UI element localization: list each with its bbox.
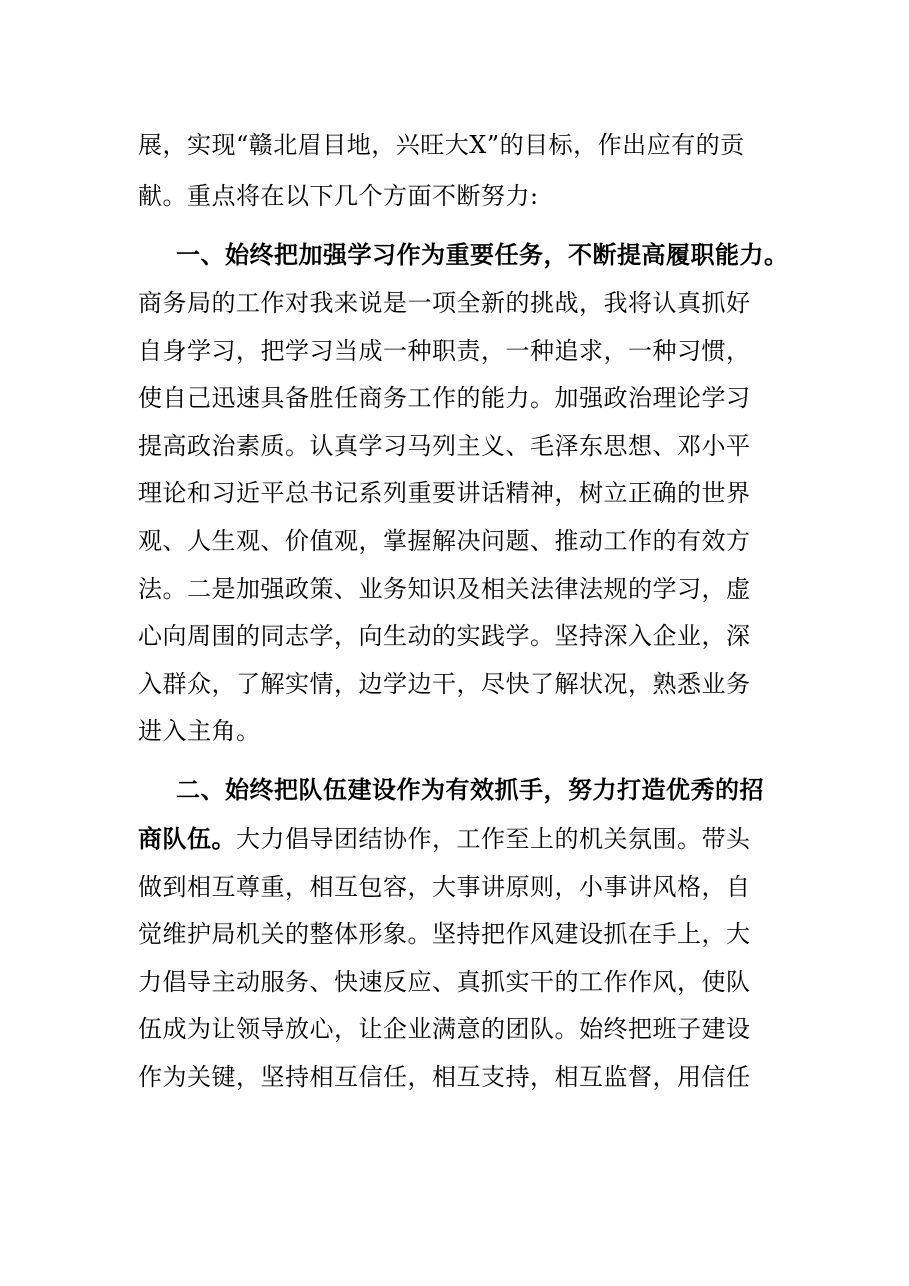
section1-line-10: 进入主角。 [138,717,261,745]
section1-line-9: 入群众，了解实情，边学边干，尽快了解状况，熟悉业务 [138,670,751,698]
section1-line-3: 使自己迅速具备胜任商务工作的能力。加强政治理论学习 [138,384,751,412]
section1-line-6: 观、人生观、价值观，掌握解决问题、推动工作的有效方 [138,527,751,555]
section1-line-4: 提高政治素质。认真学习马列主义、毛泽东思想、邓小平 [138,432,751,460]
section2-heading-line-1: 二、始终把队伍建设作为有效抓手，努力打造优秀的招 [176,775,764,804]
section1-line-5: 理论和习近平总书记系列重要讲话精神，树立正确的世界 [138,479,751,507]
section2-heading-tail: 商队伍。 [138,824,236,853]
intro-line-1: 展，实现“赣北眉目地，兴旺大X”的目标，作出应有的贡 [138,131,745,159]
section2-line-3: 力倡导主动服务、快速反应、真抓实干的工作作风，使队 [138,968,751,996]
section2-line-5: 作为关键，坚持相互信任，相互支持，相互监督，用信任 [138,1063,751,1091]
section2-line-start: 大力倡导团结协作，工作至上的机关氛围。带头 [236,825,751,853]
section2-heading-line-2 [138,822,751,856]
section2-line-2: 觉维护局机关的整体形象。坚持把作风建设抓在手上，大 [138,920,751,948]
section2-line-1: 做到相互尊重，相互包容，大事讲原则，小事讲风格，自 [138,873,751,901]
section1-line-1: 商务局的工作对我来说是一项全新的挑战，我将认真抓好 [138,289,751,317]
intro-line-2: 献。重点将在以下几个方面不断努力: [138,182,539,210]
section1-line-8: 心向周围的同志学，向生动的实践学。坚持深入企业，深 [138,622,751,650]
section2-line-4: 伍成为让领导放心，让企业满意的团队。始终把班子建设 [138,1015,751,1043]
section1-heading: 一、始终把加强学习作为重要任务，不断提高履职能力。 [176,240,789,269]
section1-line-7: 法。二是加强政策、业务知识及相关法律法规的学习，虚 [138,575,751,603]
section1-line-2: 自身学习，把学习当成一种职责，一种追求，一种习惯， [138,337,751,365]
